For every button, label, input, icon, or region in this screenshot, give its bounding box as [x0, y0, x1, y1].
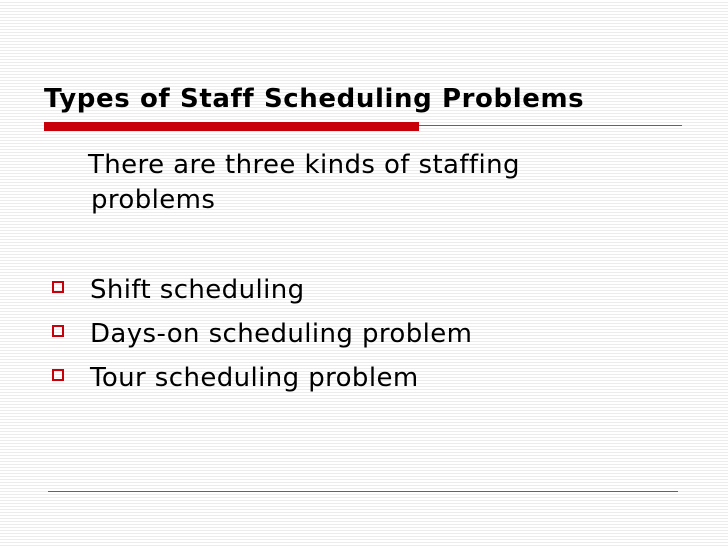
bullet-text: Days-on scheduling problem — [90, 319, 473, 349]
square-bullet-icon — [52, 369, 64, 381]
square-bullet-icon — [52, 325, 64, 337]
footer-divider — [48, 491, 678, 492]
title-underline-accent — [44, 122, 419, 131]
intro-line-2: problems — [91, 185, 216, 215]
bullet-list — [50, 268, 472, 400]
bullet-text: Tour scheduling problem — [90, 363, 419, 393]
slide-title: Types of Staff Scheduling Problems — [44, 84, 585, 114]
list-item — [50, 356, 472, 400]
intro-paragraph — [88, 148, 628, 218]
bullet-text: Shift scheduling — [90, 275, 305, 305]
square-bullet-icon — [52, 281, 64, 293]
list-item — [50, 268, 472, 312]
intro-line-1: There are three kinds of staffing — [88, 150, 520, 180]
list-item — [50, 312, 472, 356]
